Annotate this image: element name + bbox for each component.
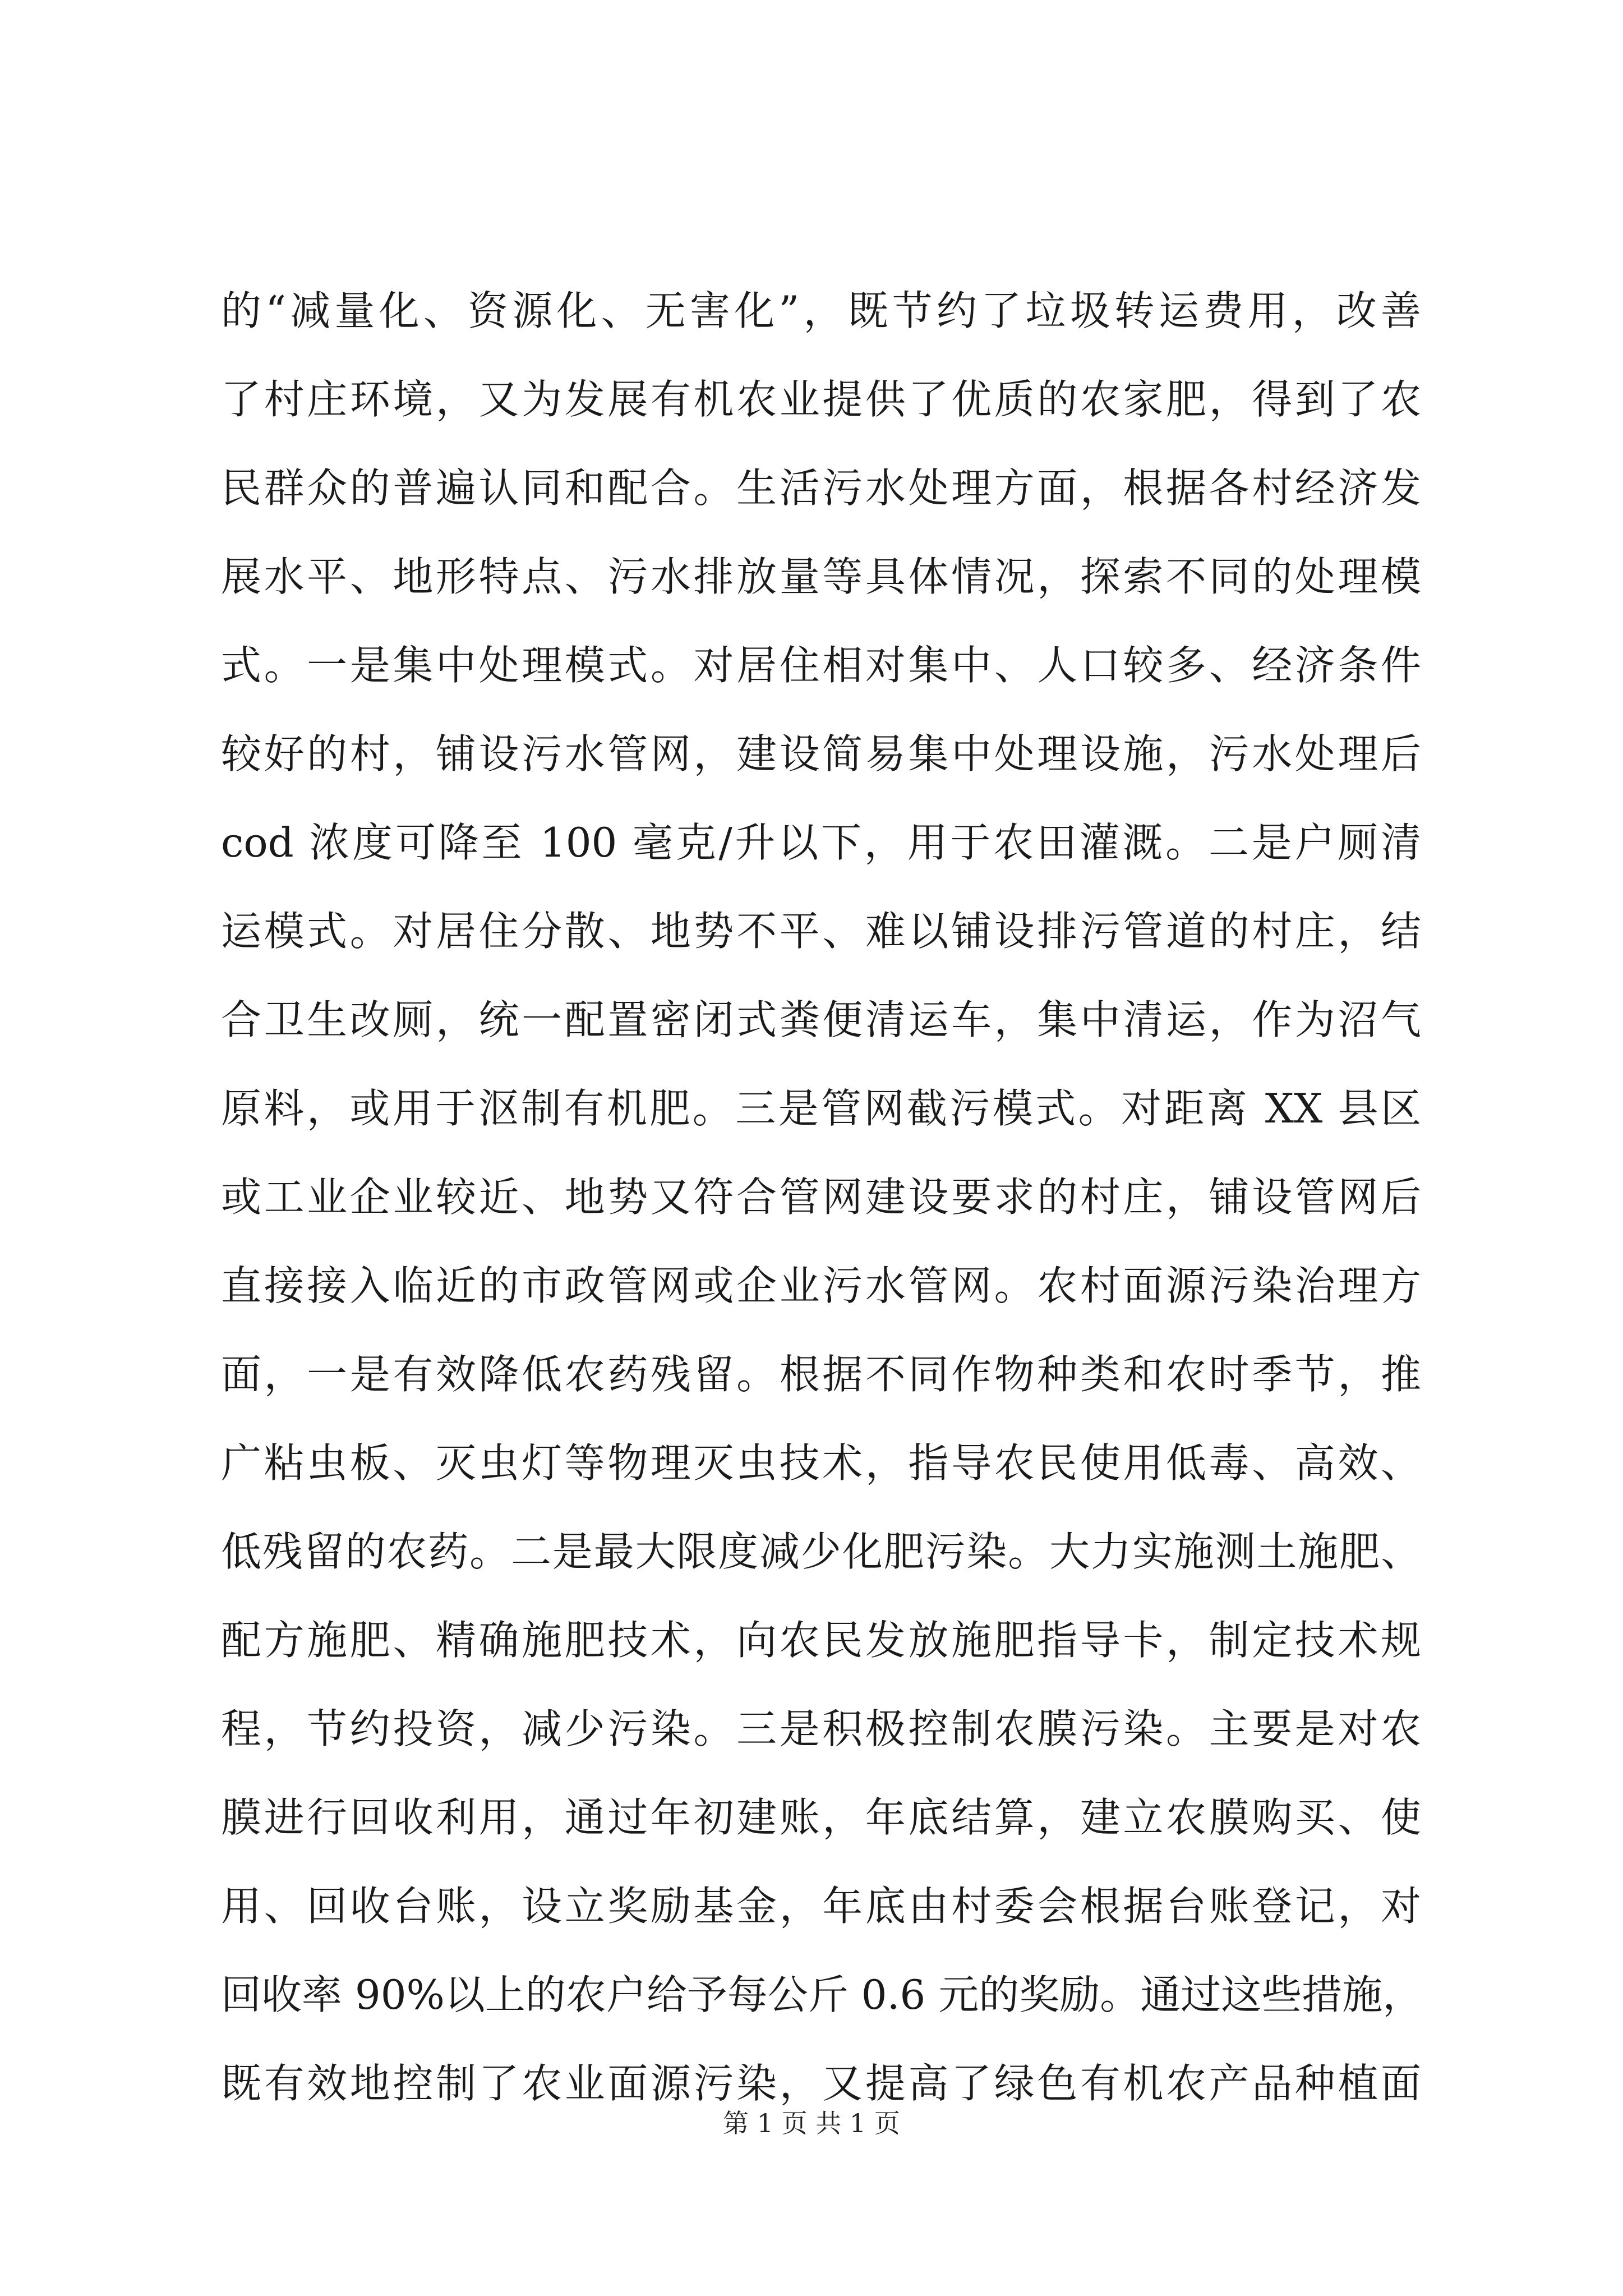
text-line: 式。一是集中处理模式。对居住相对集中、人口较多、经济条件 xyxy=(221,642,1421,689)
text-line: 原料，或用于沤制有机肥。三是管网截污模式。对距离 XX 县区 xyxy=(221,1085,1421,1132)
text-line: 运模式。对居住分散、地势不平、难以铺设排污管道的村庄，结 xyxy=(221,908,1421,955)
text-line: 低残留的农药。二是最大限度减少化肥污染。大力实施测土施肥、 xyxy=(221,1528,1421,1575)
page-footer xyxy=(0,2106,1623,2140)
text-line: 较好的村，铺设污水管网，建设简易集中处理设施，污水处理后 xyxy=(221,730,1421,777)
text-line: 直接接入临近的市政管网或企业污水管网。农村面源污染治理方 xyxy=(221,1262,1421,1309)
text-line: cod 浓度可降至 100 毫克/升以下，用于农田灌溉。二是户厕清 xyxy=(221,819,1421,866)
text-line: 用、回收台账，设立奖励基金，年底由村委会根据台账登记，对 xyxy=(221,1883,1421,1930)
body-text xyxy=(221,266,1421,2128)
text-line: 广粘虫板、灭虫灯等物理灭虫技术，指导农民使用低毒、高效、 xyxy=(221,1439,1421,1487)
text-line: 回收率 90%以上的农户给予每公斤 0.6 元的奖励。通过这些措施， xyxy=(221,1971,1423,2018)
text-line: 了村庄环境，又为发展有机农业提供了优质的农家肥，得到了农 xyxy=(221,376,1421,423)
text-line: 面，一是有效降低农药残留。根据不同作物种类和农时季节，推 xyxy=(221,1351,1421,1398)
text-line: 的“减量化、资源化、无害化”，既节约了垃圾转运费用，改善 xyxy=(221,287,1421,334)
text-line: 民群众的普遍认同和配合。生活污水处理方面，根据各村经济发 xyxy=(221,464,1421,512)
text-line: 程，节约投资，减少污染。三是积极控制农膜污染。主要是对农 xyxy=(221,1705,1421,1752)
page-number-label: 第 1 页 共 1 页 xyxy=(723,2108,900,2138)
text-line: 配方施肥、精确施肥技术，向农民发放施肥指导卡，制定技术规 xyxy=(221,1617,1421,1664)
text-line: 合卫生改厕，统一配置密闭式粪便清运车，集中清运，作为沼气 xyxy=(221,996,1421,1043)
text-line: 膜进行回收利用，通过年初建账，年底结算，建立农膜购买、使 xyxy=(221,1794,1421,1841)
text-line: 既有效地控制了农业面源污染，又提高了绿色有机农产品种植面 xyxy=(221,2060,1421,2107)
text-line: 展水平、地形特点、污水排放量等具体情况，探索不同的处理模 xyxy=(221,553,1421,600)
text-line: 或工业企业较近、地势又符合管网建设要求的村庄，铺设管网后 xyxy=(221,1174,1421,1221)
